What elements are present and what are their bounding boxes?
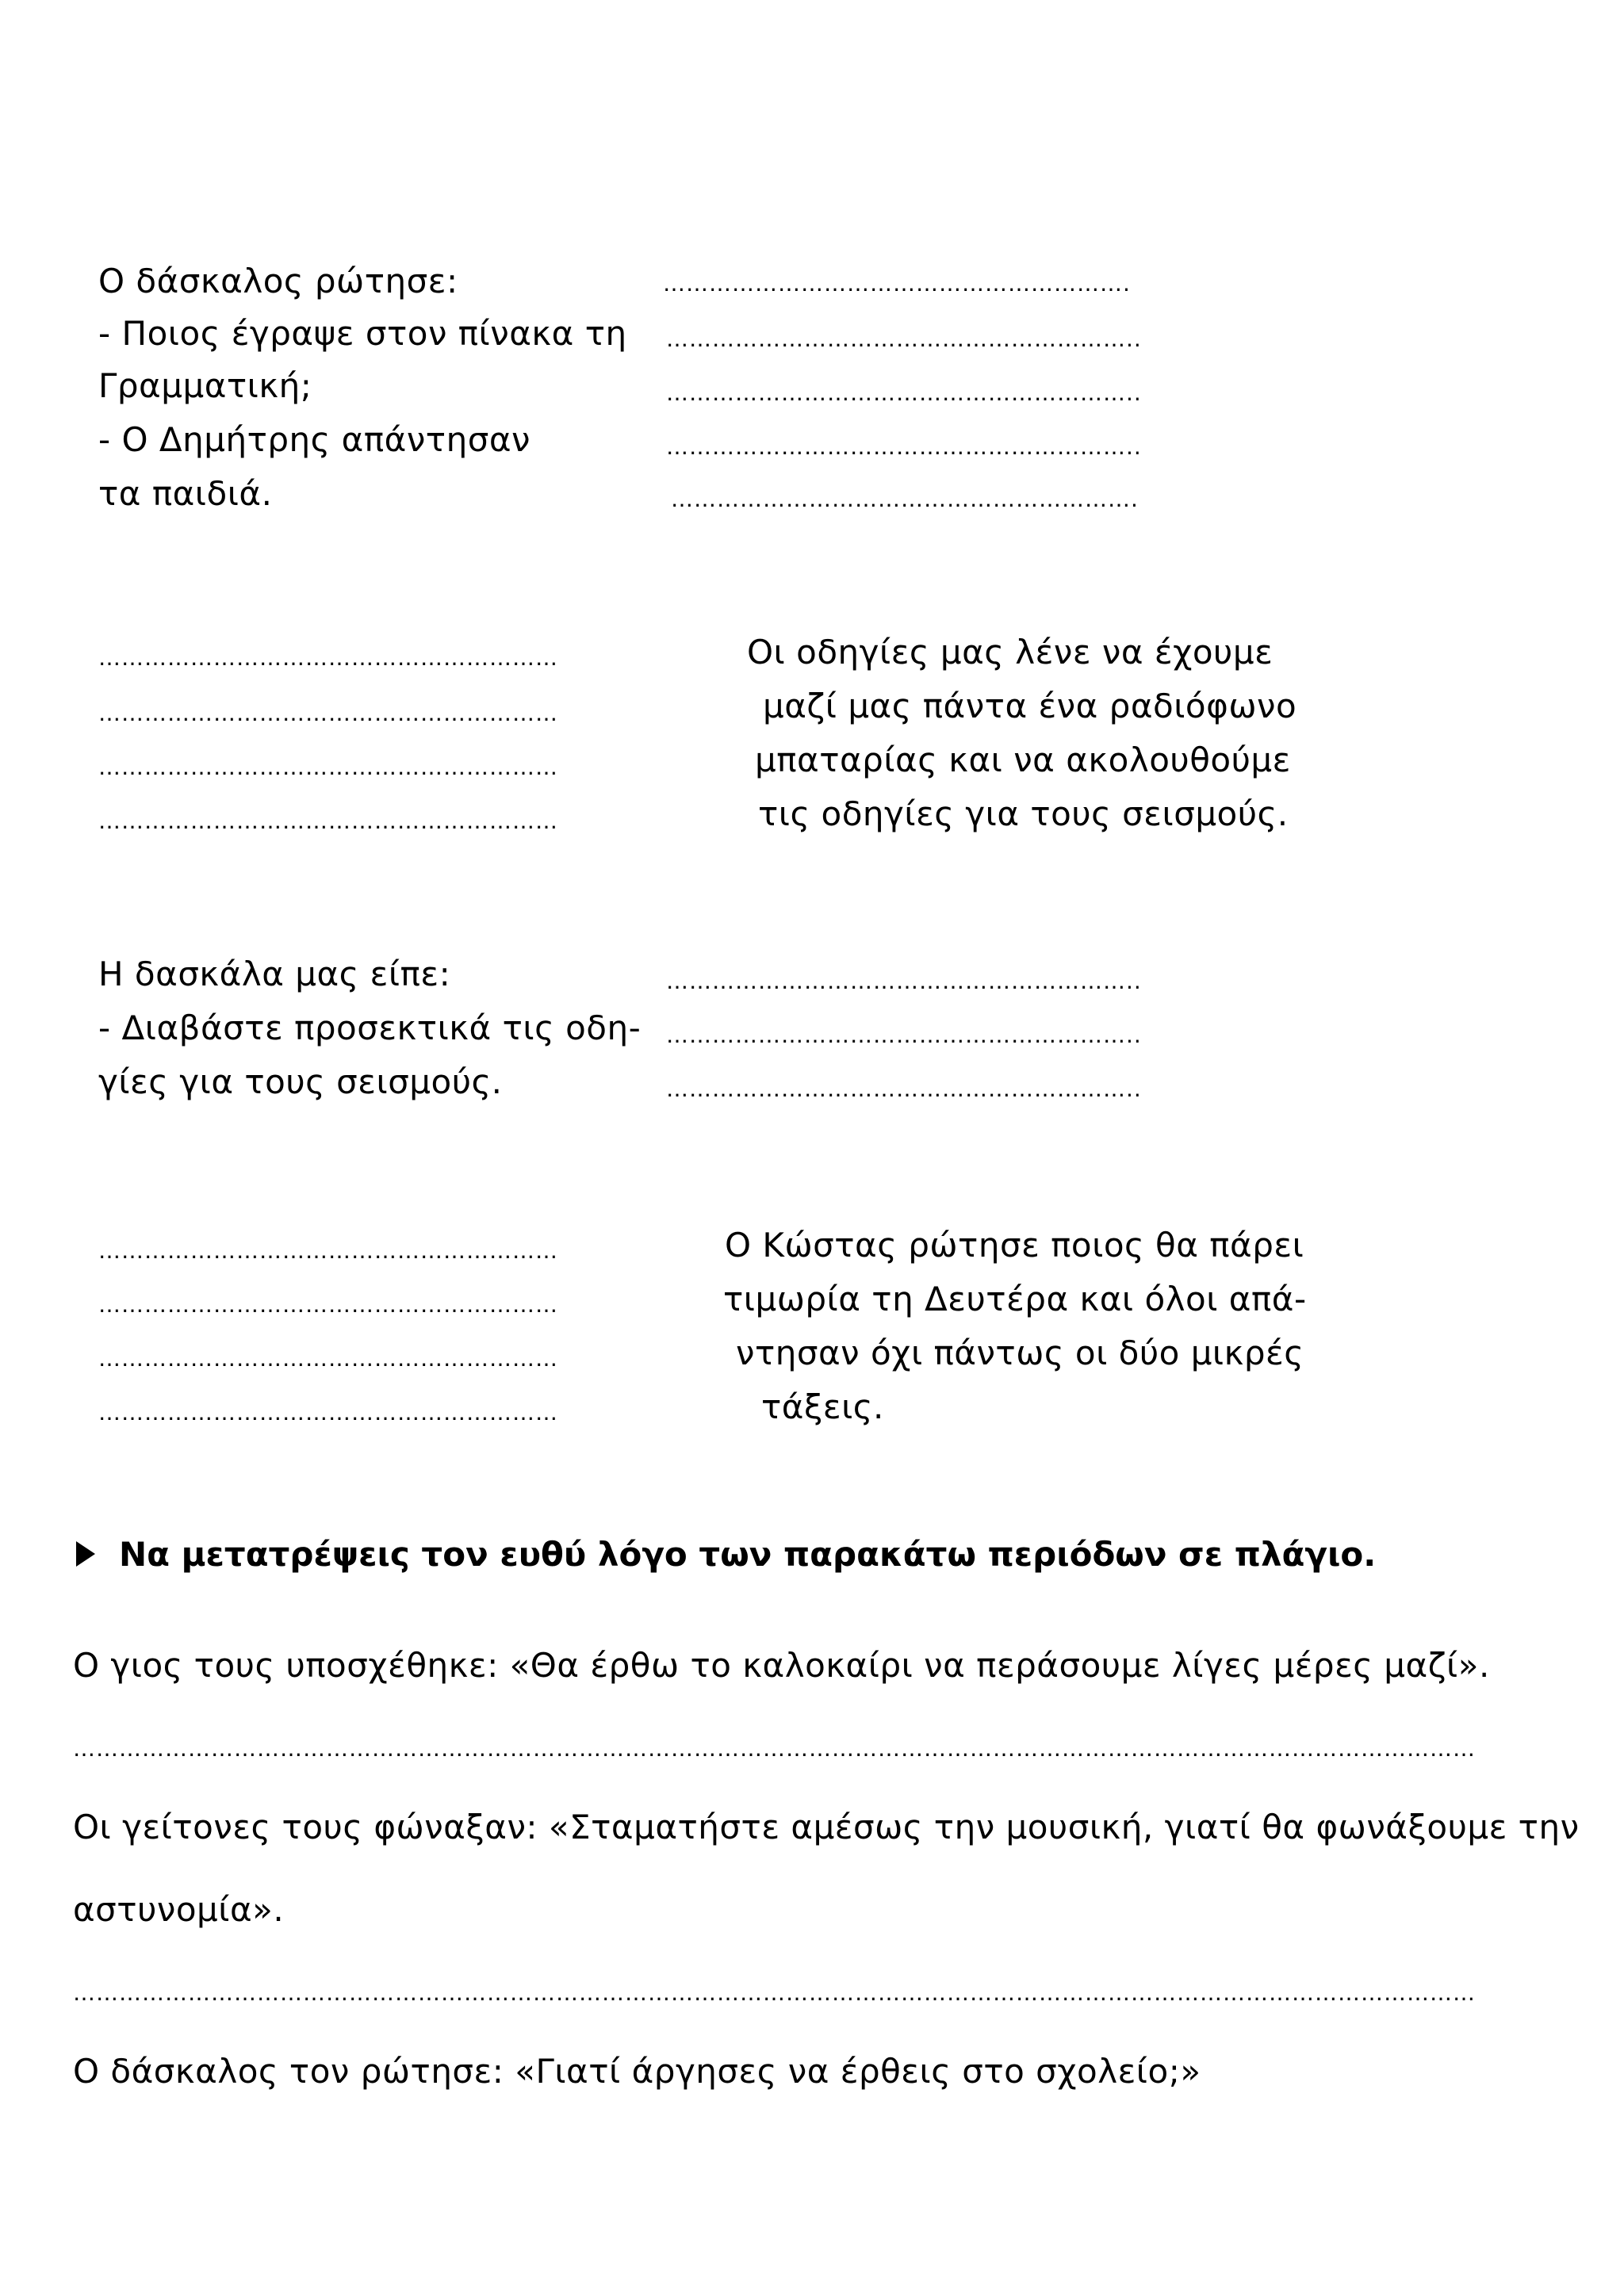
exercise-sentence: αστυνομία». [73,1890,285,1929]
answer-line[interactable]: ………………………………………………………………………………………………………………………………………………………………… [73,1735,1476,1762]
section-1-text-line: - Ποιος έγραψε στον πίνακα τη [98,314,627,353]
answer-line[interactable]: ……………………………………………………. [663,270,1131,297]
section-2-text-line: Οι οδηγίες μας λένε να έχουμε [747,633,1274,672]
answer-line[interactable]: …………………………………………………….. [666,434,1142,460]
section-2-text-line: μαζί μας πάντα ένα ραδιόφωνο [763,687,1297,725]
section-4-text-line: ντησαν όχι πάντως οι δύο μικρές [736,1334,1304,1372]
exercise-sentence: Ο δάσκαλος τον ρώτησε: «Γιατί άργησες να έρθεις στο σχολείο;» [73,2052,1201,2091]
answer-line[interactable]: …………………………………………………… [98,808,558,834]
section-1-text-line: Ο δάσκαλος ρώτησε: [98,262,458,300]
section-2-text-line: μπαταρίας και να ακολουθούμε [755,740,1291,779]
section-4-text-line: Ο Κώστας ρώτησε ποιος θα πάρει [725,1226,1304,1265]
answer-line[interactable]: …………………………………………………….. [666,1022,1142,1048]
answer-line[interactable]: …………………………………………………… [98,645,558,671]
answer-line[interactable]: …………………………………………………… [98,700,558,726]
answer-line[interactable]: ……………………………………………………. [671,486,1139,512]
answer-line[interactable]: ………………………………………………………………………………………………………………………………………………………………… [73,1980,1476,2006]
arrowhead-icon [76,1541,95,1567]
section-3-text-line: γίες για τους σεισμούς. [98,1062,503,1101]
answer-line[interactable]: …………………………………………………… [98,1238,558,1264]
exercise-instruction: Να μετατρέψεις τον ευθύ λόγο των παρακάτω περιόδων σε πλάγιο. [119,1535,1377,1574]
exercise-sentence: Ο γιος τους υποσχέθηκε: «Θα έρθω το καλοκαίρι να περάσουμε λίγες μέρες μαζί». [73,1646,1490,1685]
answer-line[interactable]: …………………………………………………… [98,1399,558,1425]
section-1-text-line: Γραμματική; [98,366,312,405]
answer-line[interactable]: …………………………………………………….. [666,968,1142,994]
section-4-text-line: τιμωρία τη Δευτέρα και όλοι απά- [723,1280,1307,1318]
answer-line[interactable]: …………………………………………………….. [666,1076,1142,1102]
section-4-text-line: τάξεις. [761,1387,884,1426]
section-2-text-line: τις οδηγίες για τους σεισμούς. [758,794,1289,833]
exercise-sentence: Οι γείτονες τους φώναξαν: «Σταματήστε αμέσως την μουσική, γιατί θα φωνάξουμε την [73,1808,1580,1846]
section-1-text-line: τα παιδιά. [98,474,273,513]
section-3-text-line: Η δασκάλα μας είπε: [98,955,451,993]
answer-line[interactable]: …………………………………………………… [98,1292,558,1318]
answer-line[interactable]: …………………………………………………… [98,1345,558,1372]
answer-line[interactable]: …………………………………………………….. [666,380,1142,406]
section-3-text-line: - Διαβάστε προσεκτικά τις οδη- [98,1008,642,1047]
answer-line[interactable]: …………………………………………………….. [666,326,1142,352]
section-1-text-line: - Ο Δημήτρης απάντησαν [98,420,530,459]
answer-line[interactable]: …………………………………………………… [98,754,558,780]
